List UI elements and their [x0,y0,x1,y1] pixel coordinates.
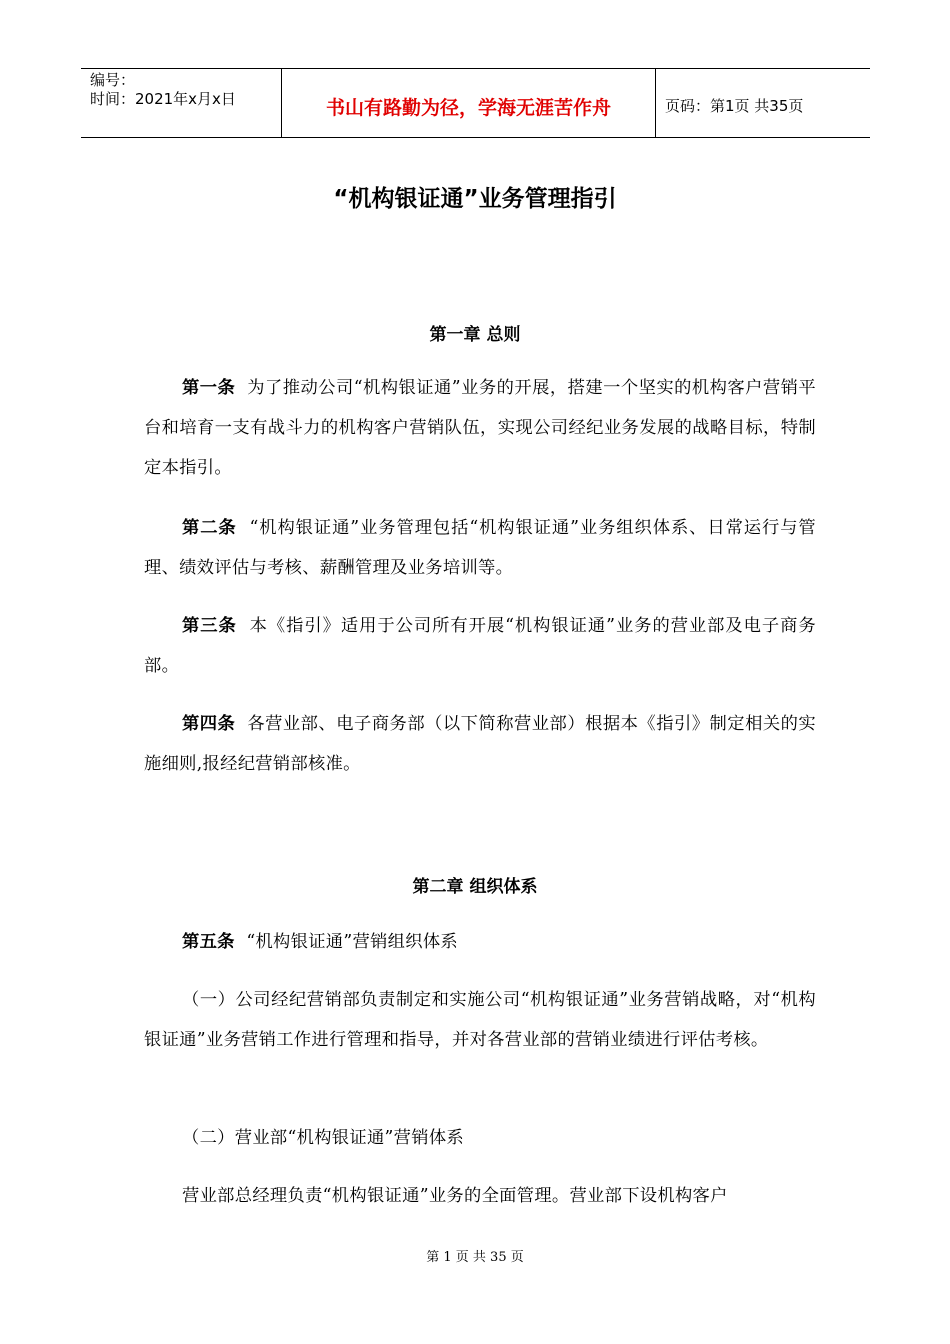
chapter-heading-1: 第一章 总则 [429,325,521,345]
article-text: 各营业部、电子商务部（以下简称营业部）根据本《指引》制定相关的实施细则,报经纪营销部核准。 [144,714,816,774]
article-4 [144,704,816,784]
article-text: “机构银证通”营销组织体系 [246,932,459,952]
motto-text: 书山有路勤为径，学海无涯苦作舟 [325,97,611,119]
item-2: （二）营业部“机构银证通”营销体系 [182,1128,464,1148]
time-label: 时间：2021年x月x日 [90,90,236,108]
chapter-heading-2: 第二章 组织体系 [412,877,538,897]
header-table [81,68,870,138]
article-text: 为了推动公司“机构银证通”业务的开展，搭建一个坚实的机构客户营销平台和培育一支有战斗力的机构客户营销队伍，实现公司经纪业务发展的战略目标，特制定本指引。 [144,378,816,478]
article-label: 第二条 [182,518,237,538]
document-title: “机构银证通”业务管理指引 [333,186,617,212]
article-label: 第三条 [182,616,237,636]
item-3: 营业部总经理负责“机构银证通”业务的全面管理。营业部下设机构客户 [182,1186,728,1206]
article-5 [144,922,816,962]
number-label: 编号： [90,71,136,89]
article-3 [144,606,816,686]
header-meta-cell [81,69,282,137]
article-1 [144,368,816,488]
article-text: “机构银证通”业务管理包括“机构银证通”业务组织体系、日常运行与管理、绩效评估与考核、薪酬管理及业务培训等。 [144,518,816,578]
article-label: 第四条 [182,714,236,734]
page-footer: 第 1 页 共 35 页 [426,1250,524,1265]
article-label: 第一条 [182,378,236,398]
article-text: 本《指引》适用于公司所有开展“机构银证通”业务的营业部及电子商务部。 [144,616,816,676]
header-page-cell [656,69,870,137]
header-motto-cell [282,69,656,137]
item-1: （一）公司经纪营销部负责制定和实施公司“机构银证通”业务营销战略，对“机构银证通”业务营销工作进行管理和指导，并对各营业部的营销业绩进行评估考核。 [144,990,816,1050]
article-label: 第五条 [182,932,235,952]
article-2 [144,508,816,588]
page-info: 页码：第1页 共35页 [665,97,804,115]
